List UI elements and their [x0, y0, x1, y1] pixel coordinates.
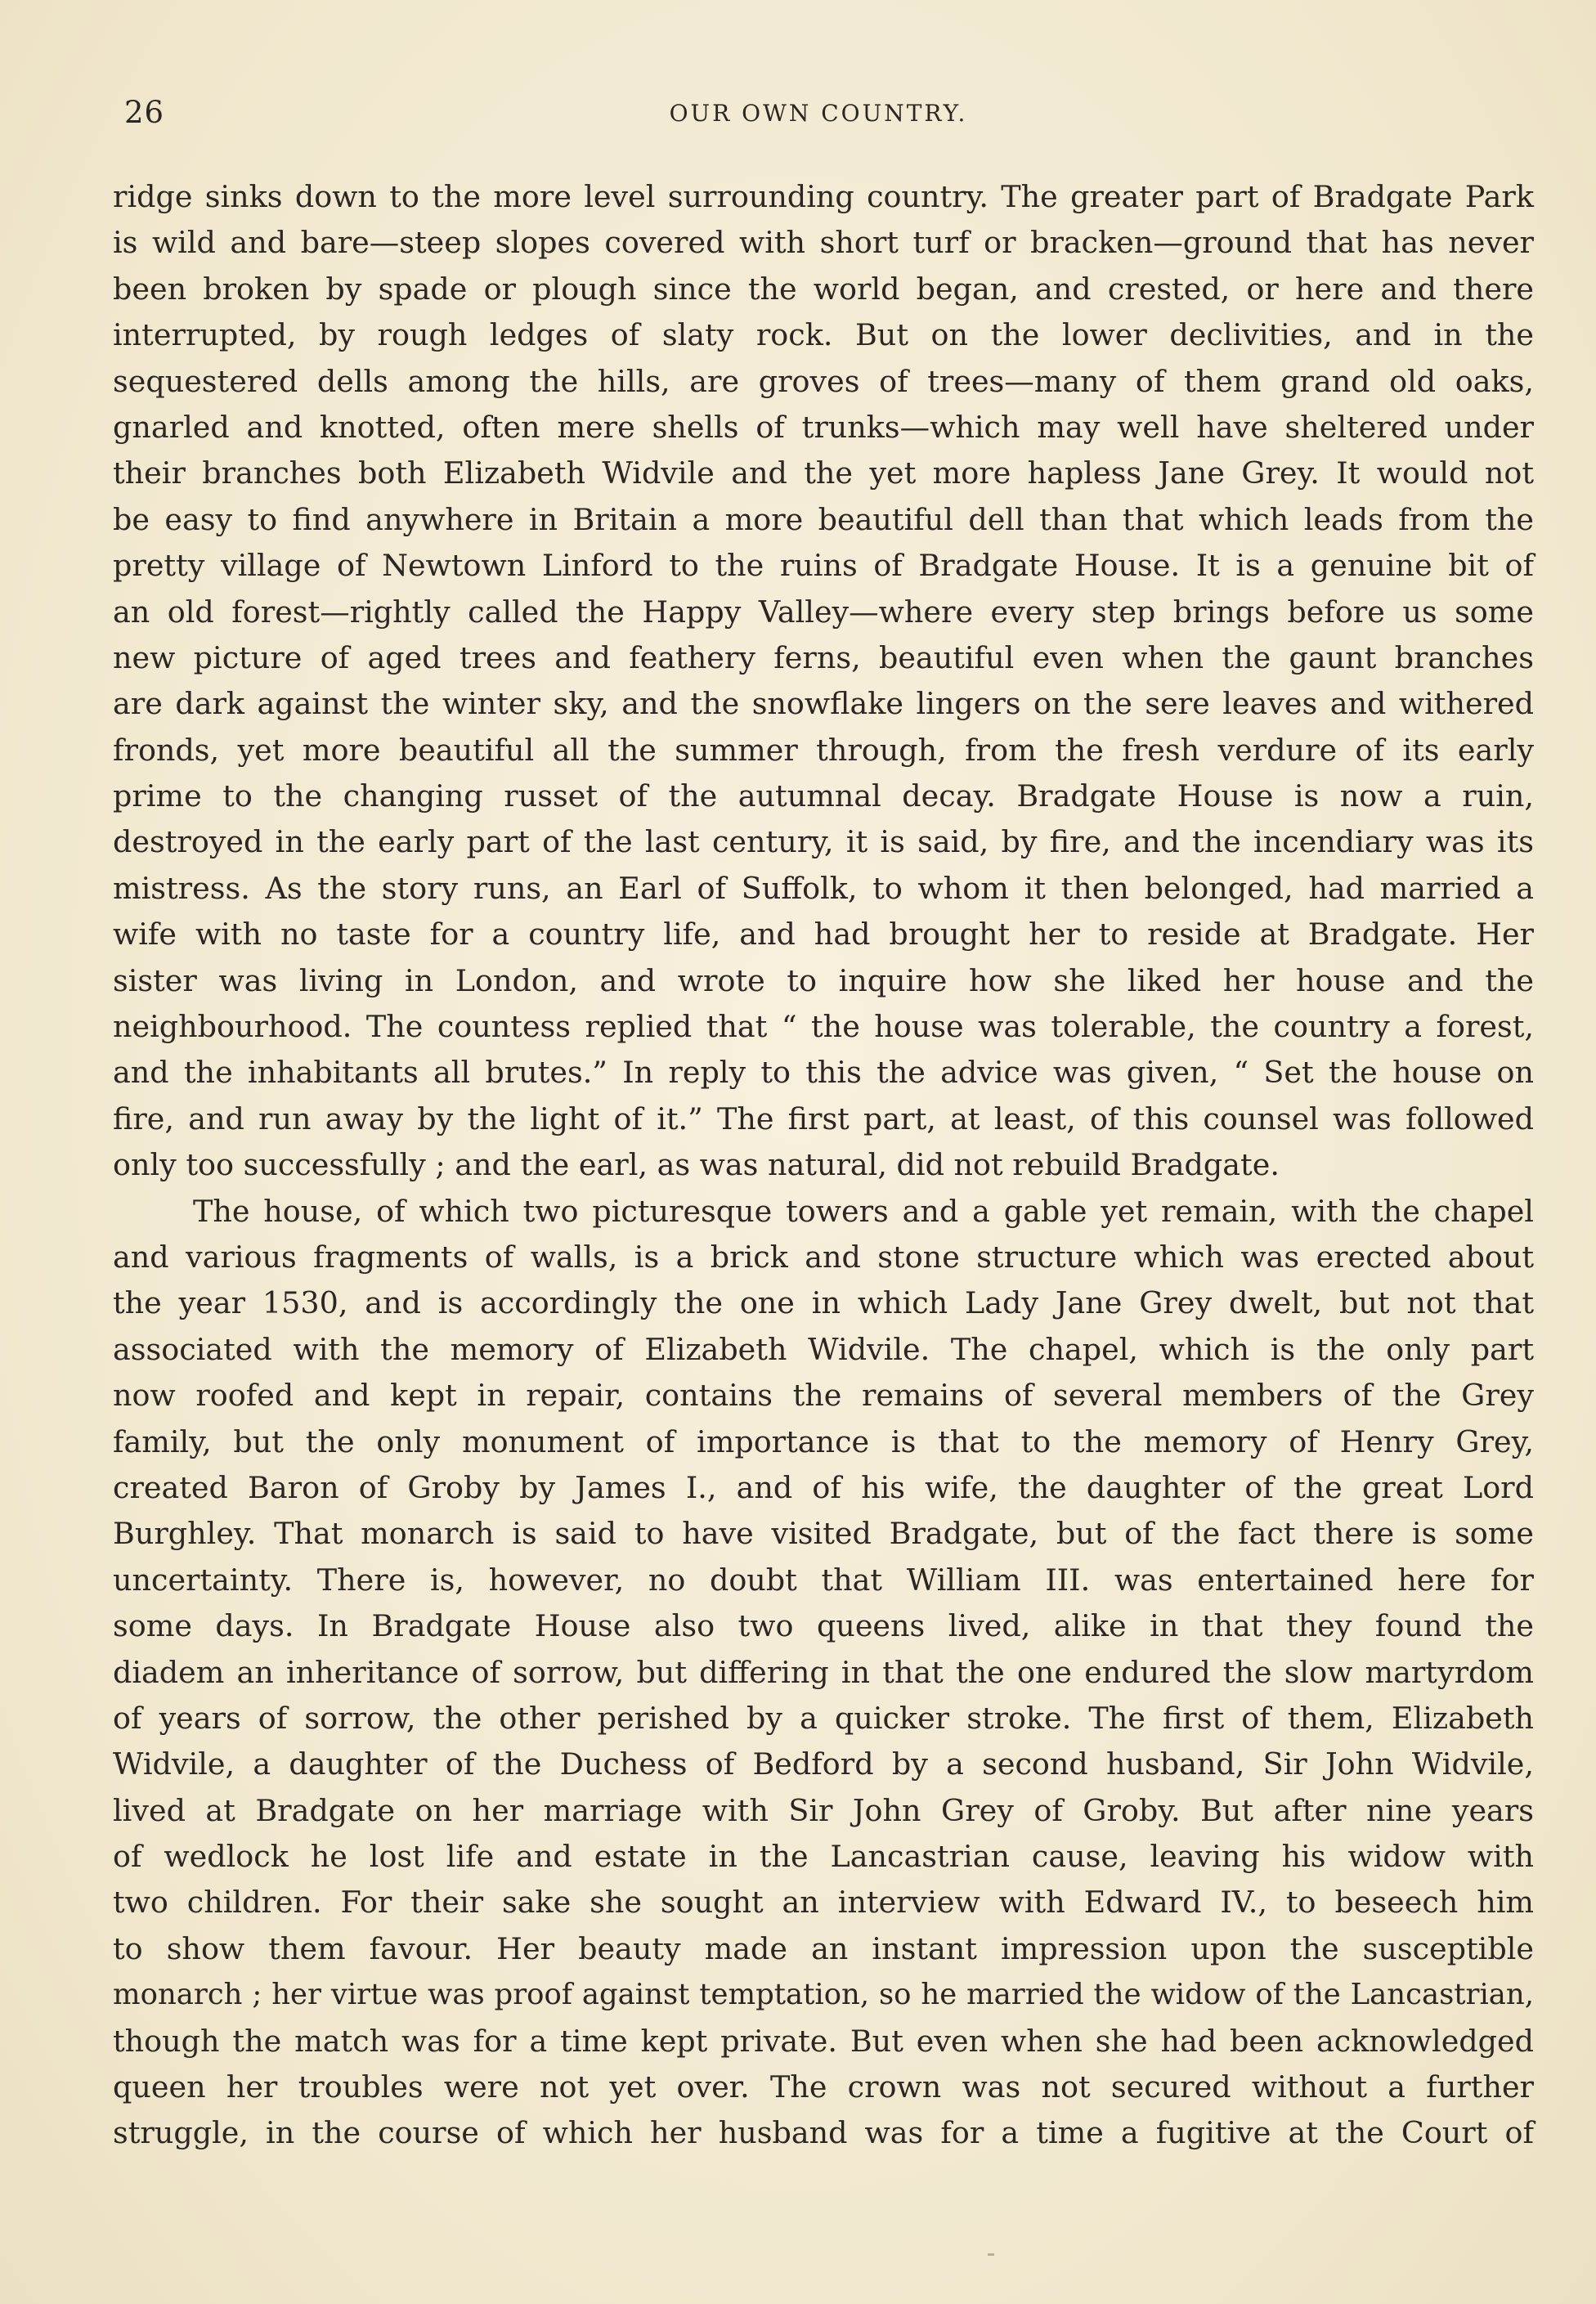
text-line: neighbourhood. The countess replied that “ the house was tolerable, the country a forest, — [113, 1009, 1534, 1045]
text-line: to show them favour. Her beauty made an instant impression upon the susceptible — [113, 1930, 1534, 1966]
running-title: OUR OWN COUNTRY. — [669, 100, 968, 127]
text-line: though the match was for a time kept private. But even when she had been acknowledged — [113, 2023, 1534, 2059]
text-line: sister was living in London, and wrote to inquire how she liked her house and the — [113, 962, 1534, 998]
text-line: are dark against the winter sky, and the snowflake lingers on the sere leaves and withered — [113, 686, 1534, 722]
text-line: uncertainty. There is, however, no doubt that William III. was entertained here for — [113, 1562, 1534, 1598]
text-line: fire, and run away by the light of it.” The first part, at least, of this counsel was followed — [113, 1100, 1534, 1136]
text-line: interrupted, by rough ledges of slaty rock. But on the lower declivities, and in the — [113, 317, 1534, 353]
text-line: diadem an inheritance of sorrow, but differing in that the one endured the slow martyrdom — [113, 1654, 1534, 1690]
paragraph-1 — [113, 174, 1534, 1189]
text-line: fronds, yet more beautiful all the summer through, from the fresh verdure of its early — [113, 732, 1534, 768]
text-line: and various fragments of walls, is a brick and stone structure which was erected about — [113, 1239, 1534, 1275]
text-line: some days. In Bradgate House also two queens lived, alike in that they found the — [113, 1608, 1534, 1644]
text-line: two children. For their sake she sought an interview with Edward IV., to beseech him — [113, 1885, 1534, 1921]
text-line: gnarled and knotted, often mere shells of trunks—which may well have sheltered under — [113, 409, 1534, 445]
text-line: struggle, in the course of which her husband was for a time a fugitive at the Court of — [113, 2115, 1534, 2151]
text-line: ridge sinks down to the more level surrounding country. The greater part of Bradgate Park — [113, 179, 1534, 214]
text-line: lived at Bradgate on her marriage with Sir John Grey of Groby. But after nine years — [113, 1792, 1534, 1828]
text-line: pretty village of Newtown Linford to the ruins of Bradgate House. It is a genuine bit of — [113, 548, 1534, 584]
page-number: 26 — [124, 95, 165, 130]
text-line: associated with the memory of Elizabeth Widvile. The chapel, which is the only part — [113, 1331, 1534, 1367]
text-line: wife with no taste for a country life, and had brought her to reside at Bradgate. Her — [113, 917, 1534, 953]
text-line: queen her troubles were not yet over. The crown was not secured without a further — [113, 2069, 1534, 2105]
text-line: of wedlock he lost life and estate in the Lancastrian cause, leaving his widow with — [113, 1839, 1534, 1875]
text-line: is wild and bare—steep slopes covered with short turf or bracken—ground that has never — [113, 225, 1534, 261]
text-line: mistress. As the story runs, an Earl of Suffolk, to whom it then belonged, had married a — [113, 870, 1534, 906]
text-line: an old forest—rightly called the Happy Valley—where every step brings before us some — [113, 594, 1534, 630]
text-line: of years of sorrow, the other perished by a quicker stroke. The first of them, Elizabeth — [113, 1700, 1534, 1736]
text-line: destroyed in the early part of the last century, it is said, by fire, and the incendiary was its — [113, 824, 1534, 860]
text-line: monarch ; her virtue was proof against temptation, so he married the widow of the Lancastrian, — [113, 1978, 1534, 2012]
paragraph-2 — [113, 1189, 1534, 2157]
text-line: Burghley. That monarch is said to have visited Bradgate, but of the fact there is some — [113, 1516, 1534, 1552]
text-line: now roofed and kept in repair, contains the remains of several members of the Grey — [113, 1378, 1534, 1414]
text-line: been broken by spade or plough since the world began, and crested, or here and there — [113, 271, 1534, 307]
text-line: prime to the changing russet of the autumnal decay. Bradgate House is now a ruin, — [113, 778, 1534, 814]
text-line: be easy to find anywhere in Britain a more beautiful dell than that which leads from the — [113, 501, 1534, 537]
text-line: their branches both Elizabeth Widvile and the yet more hapless Jane Grey. It would not — [113, 455, 1534, 491]
text-line: sequestered dells among the hills, are groves of trees—many of them grand old oaks, — [113, 363, 1534, 399]
text-line: the year 1530, and is accordingly the one in which Lady Jane Grey dwelt, but not that — [113, 1285, 1534, 1321]
printer-mark — [988, 2253, 994, 2256]
text-line: created Baron of Groby by James I., and of his wife, the daughter of the great Lord — [113, 1469, 1534, 1505]
page-header — [113, 95, 1524, 144]
text-line: The house, of which two picturesque towers and a gable yet remain, with the chapel — [193, 1193, 1534, 1229]
text-line: family, but the only monument of importance is that to the memory of Henry Grey, — [113, 1423, 1534, 1459]
text-line: Widvile, a daughter of the Duchess of Bedford by a second husband, Sir John Widvile, — [113, 1746, 1534, 1782]
body-text — [113, 174, 1534, 2157]
text-line: new picture of aged trees and feathery ferns, beautiful even when the gaunt branches — [113, 639, 1534, 675]
text-line: only too successfully ; and the earl, as was natural, did not rebuild Bradgate. — [113, 1147, 1280, 1183]
text-line: and the inhabitants all brutes.” In reply to this the advice was given, “ Set the house on — [113, 1055, 1534, 1091]
